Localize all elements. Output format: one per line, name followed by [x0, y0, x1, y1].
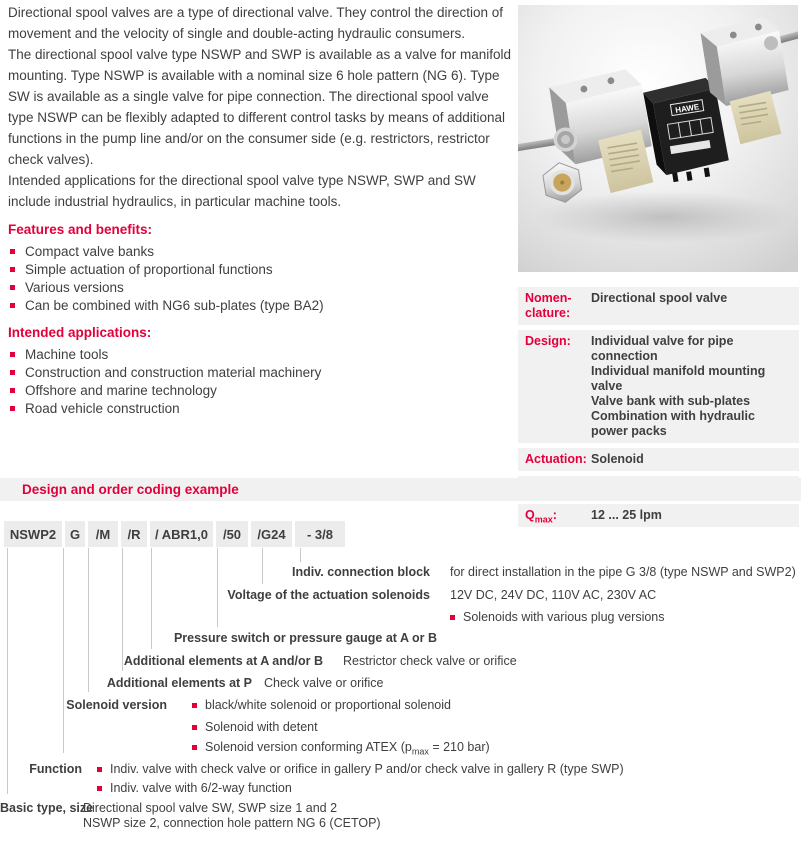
feature-item	[8, 243, 514, 261]
bullet-square-icon	[10, 406, 15, 411]
product-photo	[518, 5, 798, 272]
application-item	[8, 382, 514, 400]
application-item	[8, 400, 514, 418]
code-box-elements-p: /R	[121, 521, 147, 547]
spec-value: Combination with hydraulic power packs	[591, 409, 755, 438]
intro-paragraph: Intended applications for the directional spool valve type NSWP, SWP and SW include industrial hydraulics, in particular machine tools.	[8, 173, 476, 209]
code-row-bullet-function-1: Indiv. valve with check valve or orifice in gallery P and/or check valve in gallery R (type SWP)	[110, 762, 624, 776]
spec-label-line: Nomen-	[525, 291, 572, 305]
spec-value: Individual manifold mounting valve	[591, 364, 766, 393]
photo-shadow	[535, 191, 791, 243]
spec-label	[525, 452, 591, 467]
code-row-bullet-voltage: Solenoids with various plug versions	[463, 610, 665, 624]
bullet-square-icon	[10, 285, 15, 290]
spec-label-subscript: max	[534, 514, 553, 525]
feature-item	[8, 261, 514, 279]
spec-label	[525, 334, 591, 439]
spec-values	[591, 291, 731, 321]
code-row-label-basic-type: Basic type, size	[0, 801, 94, 815]
code-row-desc-basic-type	[83, 801, 381, 830]
intro-column	[8, 2, 514, 418]
application-item	[8, 346, 514, 364]
basic-type-line: Directional spool valve SW, SWP size 1 and 2	[83, 801, 338, 815]
code-row-desc-voltage: 12V DC, 24V DC, 110V AC, 230V AC	[450, 588, 657, 602]
spec-label-symbol: Q	[525, 508, 535, 522]
code-box-elements-ab: / ABR1,0	[150, 521, 213, 547]
code-box-connection: - 3/8	[295, 521, 345, 547]
spec-label-colon: :	[552, 508, 557, 522]
spec-values	[591, 508, 666, 523]
code-box-pressure-switch: /50	[216, 521, 248, 547]
code-row-label-connection: Indiv. connection block	[292, 565, 430, 579]
features-heading: Features and benefits:	[8, 222, 153, 237]
bullet-square-icon	[192, 703, 197, 708]
code-row-label-solenoid-version: Solenoid version	[66, 698, 167, 712]
atex-subscript: max	[411, 746, 429, 757]
spec-label-line: Actuation:	[525, 452, 587, 466]
feature-label: Can be combined with NG6 sub-plates (type BA2)	[25, 298, 324, 313]
bullet-square-icon	[10, 303, 15, 308]
code-row-desc-connection: for direct installation in the pipe G 3/8 (type NSWP and SWP2)	[450, 565, 796, 579]
spec-values	[591, 452, 648, 467]
section-title: Design and order coding example	[22, 482, 239, 497]
code-box-voltage: /G24	[251, 521, 292, 547]
application-label: Construction and construction material machinery	[25, 365, 322, 380]
code-row-bullet-function-2: Indiv. valve with 6/2-way function	[110, 781, 292, 795]
spec-row-design	[518, 330, 799, 443]
feature-label: Compact valve banks	[25, 244, 155, 259]
intro-paragraph: Directional spool valves are a type of directional valve. They control the direction of movement and the velocity of single and double-acting hydraulic consumers.	[8, 5, 504, 41]
application-item	[8, 364, 514, 382]
code-row-desc-elements-p: Check valve or orifice	[264, 676, 384, 690]
intro-paragraph: The directional spool valve type NSWP and SWP is available as a valve for manifold mounting. Type NSWP is available with a nominal size 6 hole pattern (NG 6). Type SW is available as a single valve for pipe connection. The directional spool valve type NSWP can be flexibly adapted to different control tasks by means of additional functions in the pump line and/or on the consumer side (e.g. restrictors, restrictor check valves).	[8, 47, 512, 167]
code-row-bullet-solenoid-2: Solenoid with detent	[205, 720, 318, 734]
atex-text-post: = 210 bar)	[428, 740, 490, 754]
code-row-label-voltage: Voltage of the actuation solenoids	[227, 588, 430, 602]
spec-row-actuation	[518, 448, 799, 471]
code-box-function: G	[65, 521, 85, 547]
code-row-label-elements-ab: Additional elements at A and/or B	[123, 654, 323, 668]
brand-text: HAWE	[674, 102, 700, 115]
spec-values	[591, 334, 799, 439]
code-row-label-pressure-switch: Pressure switch or pressure gauge at A or B	[173, 631, 437, 645]
bullet-square-icon	[10, 249, 15, 254]
bullet-square-icon	[10, 352, 15, 357]
feature-item	[8, 297, 514, 315]
feature-label: Simple actuation of proportional functions	[25, 262, 273, 277]
bullet-square-icon	[192, 745, 197, 750]
spec-value: Individual valve for pipe connection	[591, 334, 734, 363]
applications-heading: Intended applications:	[8, 325, 152, 340]
spec-value: 12 ... 25 lpm	[591, 508, 662, 522]
section-header-bar	[0, 478, 801, 501]
spec-value: Solenoid	[591, 452, 644, 466]
spec-label	[525, 508, 591, 523]
spec-value: Valve bank with sub-plates	[591, 394, 751, 408]
application-label: Machine tools	[25, 347, 109, 362]
spec-value: Directional spool valve	[591, 291, 728, 305]
code-row-bullet-solenoid-1: black/white solenoid or proportional solenoid	[205, 698, 451, 712]
code-row-bullet-solenoid-atex	[205, 740, 490, 755]
code-box-solenoid-version: /M	[88, 521, 118, 547]
feature-label: Various versions	[25, 280, 124, 295]
valve-photo-illustration	[518, 5, 798, 272]
bullet-square-icon	[10, 267, 15, 272]
bullet-square-icon	[97, 767, 102, 772]
bullet-square-icon	[10, 388, 15, 393]
code-row-label-elements-p: Additional elements at P	[106, 676, 252, 690]
spec-label-line: Design:	[525, 334, 571, 348]
application-label: Offshore and marine technology	[25, 383, 217, 398]
bullet-square-icon	[97, 786, 102, 791]
code-box-basic-type: NSWP2	[4, 521, 62, 547]
connector-line-basic-type	[7, 548, 8, 794]
spec-row-nomenclature	[518, 287, 799, 325]
bullet-square-icon	[10, 370, 15, 375]
code-row-label-function: Function	[29, 762, 82, 776]
spec-label	[525, 291, 591, 321]
connector-line-connection	[300, 548, 301, 562]
atex-text-pre: Solenoid version conforming ATEX (p	[205, 740, 412, 754]
code-row-desc-elements-ab: Restrictor check valve or orifice	[343, 654, 517, 668]
bullet-square-icon	[192, 725, 197, 730]
basic-type-line: NSWP size 2, connection hole pattern NG 6 (CETOP)	[83, 815, 381, 830]
feature-item	[8, 279, 514, 297]
bullet-square-icon	[450, 615, 455, 620]
order-code-boxes	[4, 521, 345, 547]
spec-row-qmax	[518, 504, 799, 527]
application-label: Road vehicle construction	[25, 401, 180, 416]
spec-label-line: clature:	[525, 306, 571, 320]
